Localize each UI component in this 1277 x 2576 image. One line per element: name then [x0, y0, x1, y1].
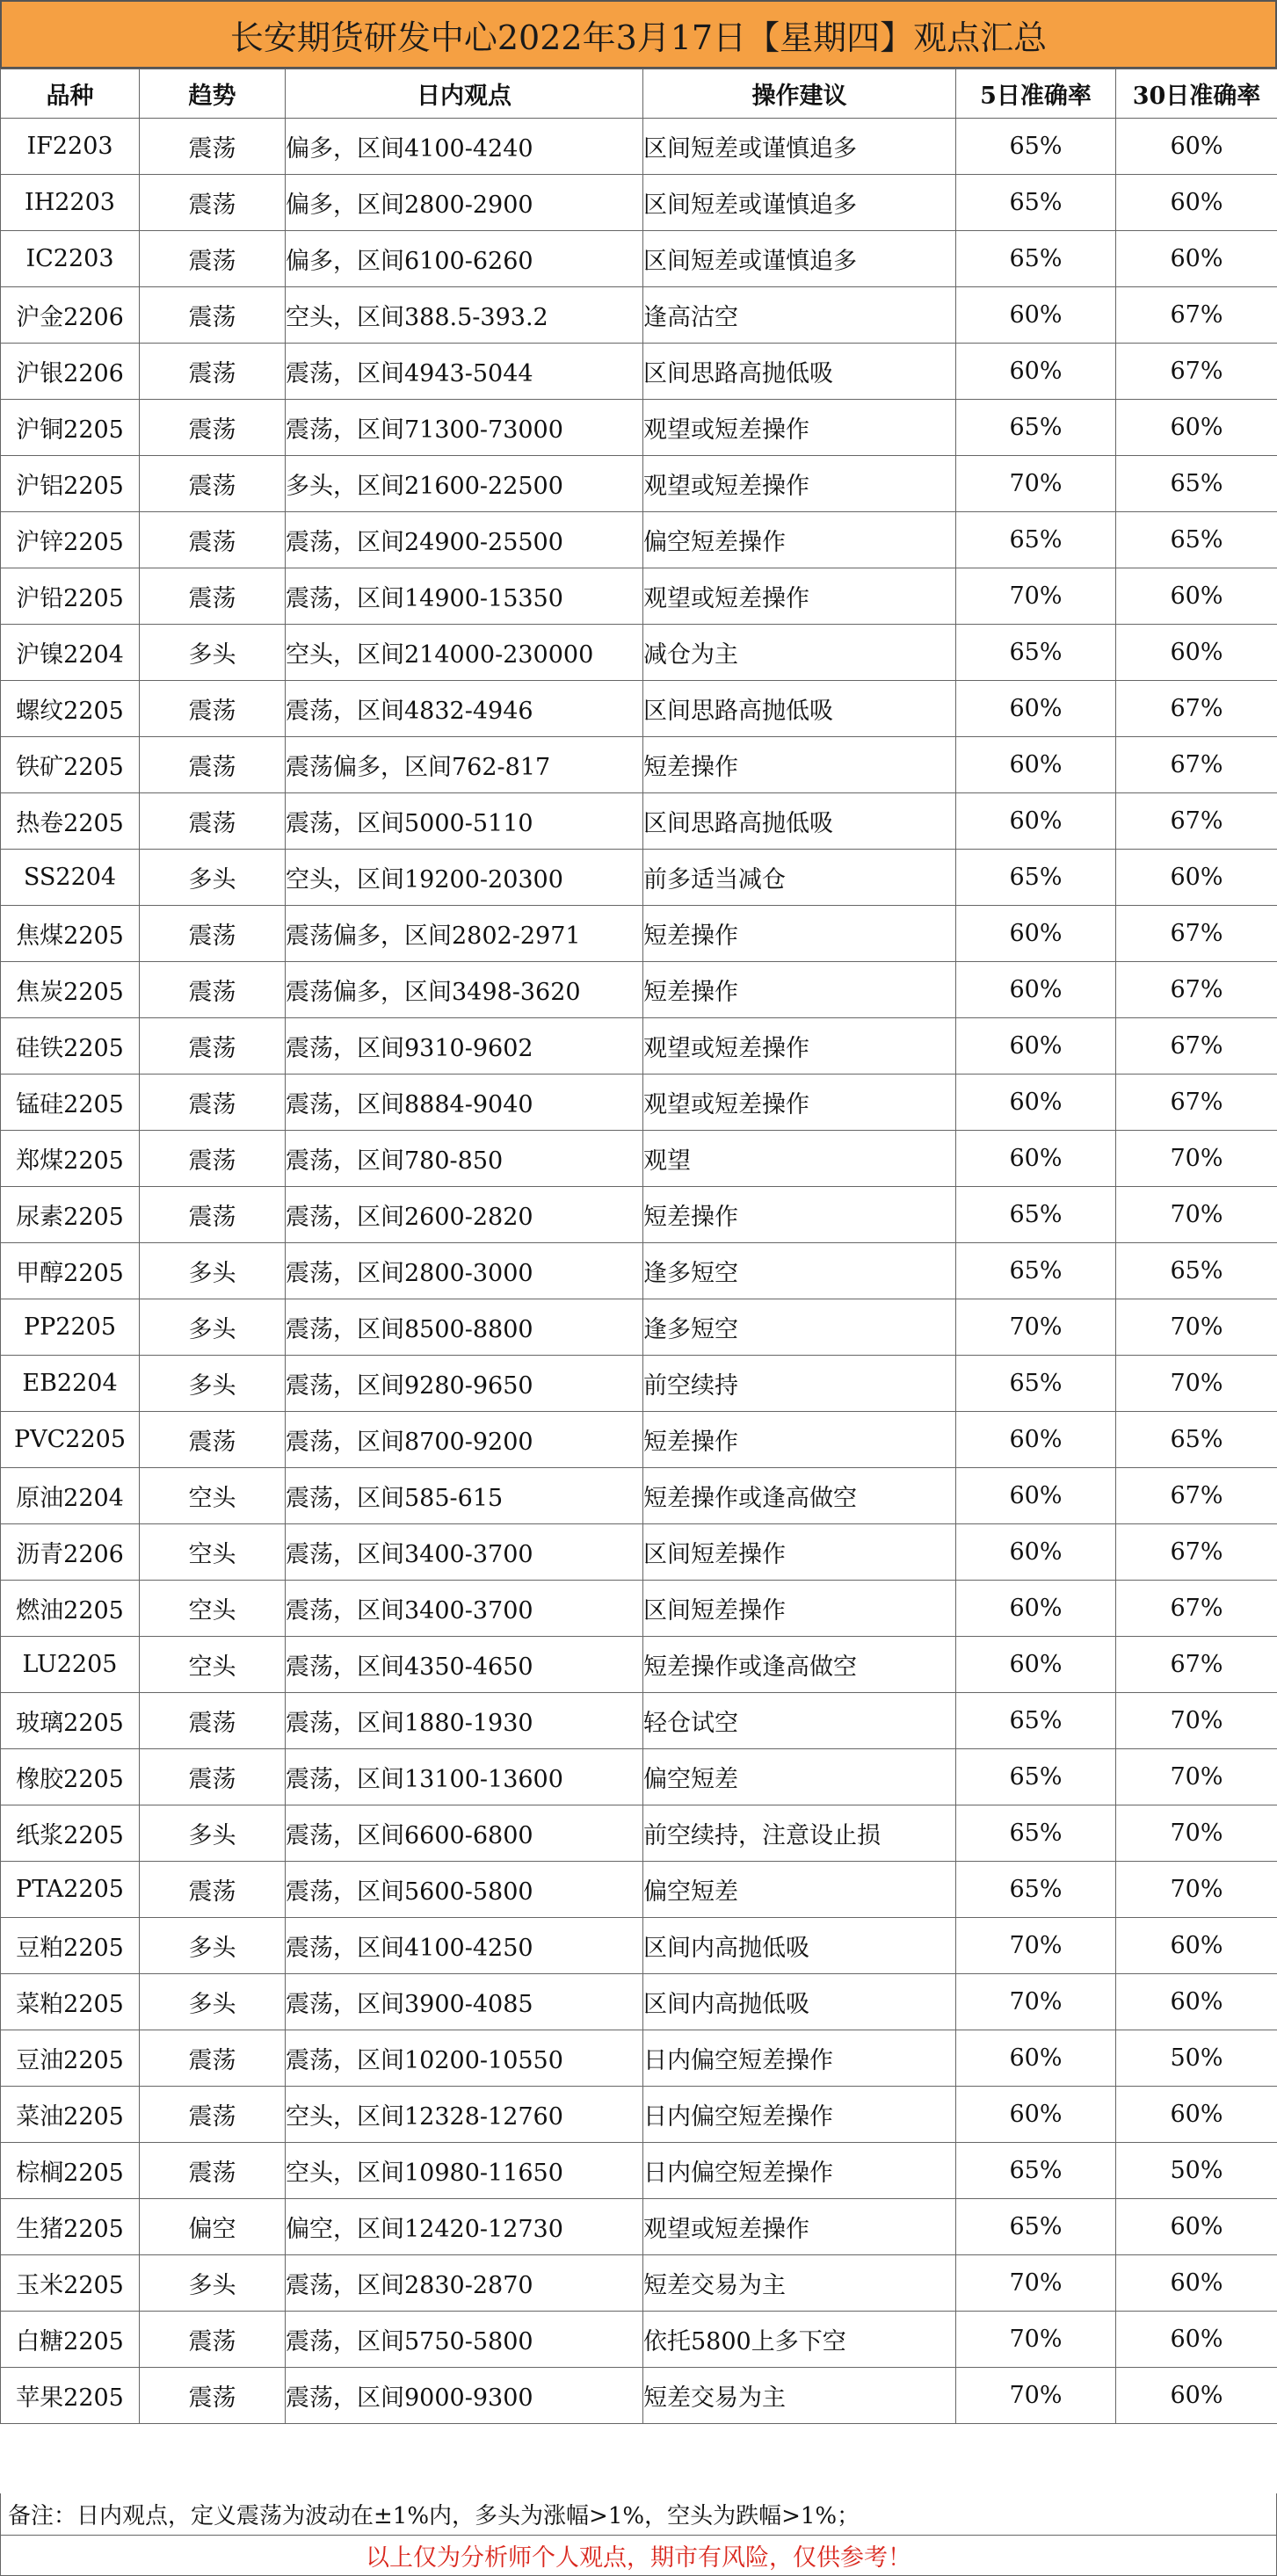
cell-acc5: 65%	[956, 1187, 1116, 1243]
cell-name: IC2203	[1, 231, 140, 287]
cell-advice: 观望或短差操作	[643, 1018, 956, 1075]
cell-acc5: 70%	[956, 1974, 1116, 2030]
cell-name: 焦煤2205	[1, 906, 140, 962]
cell-acc30: 67%	[1116, 962, 1277, 1018]
cell-name: 尿素2205	[1, 1187, 140, 1243]
cell-acc30: 60%	[1116, 1974, 1277, 2030]
cell-trend: 震荡	[140, 1412, 286, 1468]
cell-acc5: 60%	[956, 737, 1116, 793]
table-row	[1, 2199, 1277, 2255]
disclaimer: 以上仅为分析师个人观点，期市有风险，仅供参考！	[0, 2536, 1277, 2576]
cell-view: 多头，区间21600-22500	[286, 456, 643, 512]
cell-trend: 多头	[140, 850, 286, 906]
cell-acc30: 67%	[1116, 1637, 1277, 1693]
cell-acc5: 65%	[956, 1805, 1116, 1862]
table-row	[1, 400, 1277, 456]
table-row	[1, 737, 1277, 793]
cell-advice: 区间短差或谨慎追多	[643, 231, 956, 287]
cell-view: 震荡，区间14900-15350	[286, 568, 643, 625]
cell-trend: 震荡	[140, 119, 286, 175]
cell-acc5: 70%	[956, 456, 1116, 512]
table-row	[1, 1581, 1277, 1637]
cell-name: 沪铝2205	[1, 456, 140, 512]
header-acc5: 5日准确率	[956, 69, 1116, 119]
cell-name: 沪锌2205	[1, 512, 140, 568]
cell-acc30: 70%	[1116, 1805, 1277, 1862]
cell-acc5: 60%	[956, 287, 1116, 344]
cell-advice: 观望	[643, 1131, 956, 1187]
cell-trend: 震荡	[140, 1018, 286, 1075]
cell-name: 沪铅2205	[1, 568, 140, 625]
table-row	[1, 906, 1277, 962]
cell-advice: 短差操作	[643, 737, 956, 793]
cell-acc5: 60%	[956, 344, 1116, 400]
cell-trend: 震荡	[140, 681, 286, 737]
cell-name: 白糖2205	[1, 2312, 140, 2368]
cell-trend: 震荡	[140, 2087, 286, 2143]
cell-acc30: 60%	[1116, 119, 1277, 175]
cell-acc30: 67%	[1116, 1018, 1277, 1075]
cell-acc5: 65%	[956, 625, 1116, 681]
table-row	[1, 2087, 1277, 2143]
cell-acc5: 70%	[956, 1918, 1116, 1974]
cell-advice: 区间短差操作	[643, 1524, 956, 1581]
cell-advice: 区间思路高抛低吸	[643, 681, 956, 737]
cell-view: 震荡，区间8884-9040	[286, 1075, 643, 1131]
cell-view: 震荡偏多，区间762-817	[286, 737, 643, 793]
cell-advice: 观望或短差操作	[643, 456, 956, 512]
cell-advice: 观望或短差操作	[643, 2199, 956, 2255]
cell-view: 震荡，区间24900-25500	[286, 512, 643, 568]
cell-trend: 空头	[140, 1524, 286, 1581]
cell-view: 震荡，区间780-850	[286, 1131, 643, 1187]
cell-trend: 震荡	[140, 568, 286, 625]
header-view: 日内观点	[286, 69, 643, 119]
cell-advice: 偏空短差	[643, 1749, 956, 1805]
cell-view: 震荡，区间2800-3000	[286, 1243, 643, 1299]
table-row	[1, 1018, 1277, 1075]
cell-view: 震荡，区间5000-5110	[286, 793, 643, 850]
cell-acc5: 65%	[956, 1243, 1116, 1299]
cell-acc30: 60%	[1116, 850, 1277, 906]
cell-acc30: 70%	[1116, 1131, 1277, 1187]
cell-advice: 区间思路高抛低吸	[643, 793, 956, 850]
cell-advice: 逢多短空	[643, 1299, 956, 1356]
cell-trend: 多头	[140, 1805, 286, 1862]
header-acc30: 30日准确率	[1116, 69, 1277, 119]
cell-view: 偏空，区间12420-12730	[286, 2199, 643, 2255]
cell-acc30: 65%	[1116, 1243, 1277, 1299]
cell-trend: 震荡	[140, 175, 286, 231]
cell-view: 震荡，区间4350-4650	[286, 1637, 643, 1693]
footnote: 备注：日内观点，定义震荡为波动在±1%内，多头为涨幅>1%，空头为跌幅>1%；	[0, 2493, 1277, 2536]
cell-acc5: 70%	[956, 1299, 1116, 1356]
table-row	[1, 2255, 1277, 2312]
cell-trend: 空头	[140, 1468, 286, 1524]
cell-acc5: 60%	[956, 1524, 1116, 1581]
table-row	[1, 1805, 1277, 1862]
page-title: 长安期货研发中心2022年3月17日【星期四】观点汇总	[0, 0, 1277, 69]
table-row	[1, 568, 1277, 625]
cell-view: 空头，区间10980-11650	[286, 2143, 643, 2199]
cell-name: 豆粕2205	[1, 1918, 140, 1974]
table-row	[1, 2312, 1277, 2368]
cell-view: 空头，区间214000-230000	[286, 625, 643, 681]
cell-view: 空头，区间388.5-393.2	[286, 287, 643, 344]
cell-name: 菜油2205	[1, 2087, 140, 2143]
cell-advice: 区间内高抛低吸	[643, 1918, 956, 1974]
cell-advice: 逢高沽空	[643, 287, 956, 344]
cell-acc5: 70%	[956, 2312, 1116, 2368]
table-row	[1, 962, 1277, 1018]
cell-view: 震荡，区间9310-9602	[286, 1018, 643, 1075]
cell-trend: 震荡	[140, 1693, 286, 1749]
table-row	[1, 456, 1277, 512]
cell-name: 沥青2206	[1, 1524, 140, 1581]
cell-trend: 震荡	[140, 2368, 286, 2424]
cell-acc30: 67%	[1116, 1468, 1277, 1524]
cell-view: 震荡，区间2830-2870	[286, 2255, 643, 2312]
cell-view: 空头，区间19200-20300	[286, 850, 643, 906]
cell-acc5: 60%	[956, 1018, 1116, 1075]
cell-name: LU2205	[1, 1637, 140, 1693]
cell-advice: 区间内高抛低吸	[643, 1974, 956, 2030]
cell-advice: 偏空短差操作	[643, 512, 956, 568]
cell-acc30: 70%	[1116, 1862, 1277, 1918]
cell-view: 震荡偏多，区间2802-2971	[286, 906, 643, 962]
cell-trend: 震荡	[140, 344, 286, 400]
cell-acc30: 67%	[1116, 681, 1277, 737]
cell-trend: 震荡	[140, 231, 286, 287]
table-row	[1, 1131, 1277, 1187]
cell-name: 硅铁2205	[1, 1018, 140, 1075]
cell-view: 偏多，区间4100-4240	[286, 119, 643, 175]
cell-acc5: 65%	[956, 1862, 1116, 1918]
cell-advice: 短差交易为主	[643, 2255, 956, 2312]
table-row	[1, 1356, 1277, 1412]
table-row	[1, 2368, 1277, 2424]
cell-view: 震荡，区间2600-2820	[286, 1187, 643, 1243]
cell-name: 橡胶2205	[1, 1749, 140, 1805]
cell-name: 玉米2205	[1, 2255, 140, 2312]
cell-name: 玻璃2205	[1, 1693, 140, 1749]
cell-acc30: 70%	[1116, 1299, 1277, 1356]
cell-acc30: 67%	[1116, 793, 1277, 850]
cell-name: 燃油2205	[1, 1581, 140, 1637]
cell-trend: 震荡	[140, 737, 286, 793]
table-row	[1, 1918, 1277, 1974]
cell-acc30: 65%	[1116, 1412, 1277, 1468]
cell-trend: 偏空	[140, 2199, 286, 2255]
cell-advice: 短差交易为主	[643, 2368, 956, 2424]
cell-advice: 前空续持，注意设止损	[643, 1805, 956, 1862]
cell-view: 震荡，区间8700-9200	[286, 1412, 643, 1468]
cell-acc5: 65%	[956, 175, 1116, 231]
cell-acc30: 67%	[1116, 737, 1277, 793]
cell-advice: 区间思路高抛低吸	[643, 344, 956, 400]
table-row	[1, 850, 1277, 906]
cell-view: 震荡，区间585-615	[286, 1468, 643, 1524]
cell-trend: 震荡	[140, 456, 286, 512]
cell-acc5: 65%	[956, 231, 1116, 287]
cell-acc5: 60%	[956, 1075, 1116, 1131]
cell-acc30: 60%	[1116, 231, 1277, 287]
cell-acc30: 67%	[1116, 906, 1277, 962]
views-table	[0, 69, 1277, 2424]
cell-name: PP2205	[1, 1299, 140, 1356]
cell-advice: 减仓为主	[643, 625, 956, 681]
cell-acc30: 60%	[1116, 1918, 1277, 1974]
cell-view: 震荡，区间9280-9650	[286, 1356, 643, 1412]
table-header-row	[1, 69, 1277, 119]
cell-advice: 短差操作	[643, 1187, 956, 1243]
cell-name: 纸浆2205	[1, 1805, 140, 1862]
cell-advice: 短差操作	[643, 962, 956, 1018]
cell-view: 震荡，区间4832-4946	[286, 681, 643, 737]
cell-acc5: 60%	[956, 681, 1116, 737]
cell-acc30: 65%	[1116, 512, 1277, 568]
table-row	[1, 175, 1277, 231]
cell-trend: 多头	[140, 625, 286, 681]
cell-acc30: 60%	[1116, 2312, 1277, 2368]
table-row	[1, 625, 1277, 681]
cell-advice: 短差操作或逢高做空	[643, 1468, 956, 1524]
cell-acc5: 70%	[956, 568, 1116, 625]
cell-advice: 短差操作或逢高做空	[643, 1637, 956, 1693]
cell-acc5: 65%	[956, 850, 1116, 906]
cell-name: 棕榈2205	[1, 2143, 140, 2199]
cell-view: 震荡，区间3400-3700	[286, 1581, 643, 1637]
cell-trend: 震荡	[140, 906, 286, 962]
cell-acc30: 65%	[1116, 456, 1277, 512]
cell-name: 沪金2206	[1, 287, 140, 344]
cell-name: 铁矿2205	[1, 737, 140, 793]
cell-trend: 震荡	[140, 1749, 286, 1805]
cell-trend: 震荡	[140, 1075, 286, 1131]
cell-trend: 震荡	[140, 2143, 286, 2199]
cell-acc5: 65%	[956, 512, 1116, 568]
cell-acc30: 60%	[1116, 2199, 1277, 2255]
cell-acc30: 67%	[1116, 1075, 1277, 1131]
cell-name: 豆油2205	[1, 2030, 140, 2087]
cell-acc5: 65%	[956, 1749, 1116, 1805]
cell-acc5: 65%	[956, 2143, 1116, 2199]
cell-name: 苹果2205	[1, 2368, 140, 2424]
cell-trend: 震荡	[140, 512, 286, 568]
table-row	[1, 1412, 1277, 1468]
cell-name: SS2204	[1, 850, 140, 906]
cell-acc5: 70%	[956, 2368, 1116, 2424]
cell-view: 偏多，区间2800-2900	[286, 175, 643, 231]
cell-view: 震荡，区间1880-1930	[286, 1693, 643, 1749]
cell-view: 震荡，区间4100-4250	[286, 1918, 643, 1974]
cell-acc5: 60%	[956, 1412, 1116, 1468]
cell-view: 震荡，区间5600-5800	[286, 1862, 643, 1918]
table-row	[1, 1862, 1277, 1918]
header-name: 品种	[1, 69, 140, 119]
table-row	[1, 119, 1277, 175]
cell-view: 震荡，区间6600-6800	[286, 1805, 643, 1862]
table-row	[1, 2030, 1277, 2087]
cell-name: 沪铜2205	[1, 400, 140, 456]
cell-trend: 震荡	[140, 400, 286, 456]
cell-view: 震荡，区间9000-9300	[286, 2368, 643, 2424]
cell-trend: 震荡	[140, 2312, 286, 2368]
cell-view: 震荡，区间10200-10550	[286, 2030, 643, 2087]
cell-acc5: 65%	[956, 1356, 1116, 1412]
cell-name: 菜粕2205	[1, 1974, 140, 2030]
cell-name: 甲醇2205	[1, 1243, 140, 1299]
table-row	[1, 512, 1277, 568]
cell-name: 生猪2205	[1, 2199, 140, 2255]
cell-view: 震荡，区间13100-13600	[286, 1749, 643, 1805]
table-row	[1, 681, 1277, 737]
cell-name: 沪镍2204	[1, 625, 140, 681]
cell-trend: 震荡	[140, 1187, 286, 1243]
cell-advice: 日内偏空短差操作	[643, 2087, 956, 2143]
cell-advice: 区间短差或谨慎追多	[643, 175, 956, 231]
cell-name: 郑煤2205	[1, 1131, 140, 1187]
cell-trend: 震荡	[140, 287, 286, 344]
cell-advice: 短差操作	[643, 1412, 956, 1468]
cell-trend: 震荡	[140, 1131, 286, 1187]
cell-trend: 震荡	[140, 793, 286, 850]
cell-view: 偏多，区间6100-6260	[286, 231, 643, 287]
cell-acc30: 50%	[1116, 2143, 1277, 2199]
cell-name: 螺纹2205	[1, 681, 140, 737]
table-row	[1, 231, 1277, 287]
cell-advice: 区间短差操作	[643, 1581, 956, 1637]
cell-advice: 轻仓试空	[643, 1693, 956, 1749]
cell-acc30: 70%	[1116, 1749, 1277, 1805]
cell-view: 震荡偏多，区间3498-3620	[286, 962, 643, 1018]
cell-acc30: 60%	[1116, 175, 1277, 231]
cell-acc5: 65%	[956, 119, 1116, 175]
cell-acc30: 60%	[1116, 2087, 1277, 2143]
cell-acc5: 60%	[956, 1468, 1116, 1524]
cell-trend: 多头	[140, 1918, 286, 1974]
cell-name: 原油2204	[1, 1468, 140, 1524]
table-row	[1, 1693, 1277, 1749]
cell-acc5: 60%	[956, 1637, 1116, 1693]
cell-name: EB2204	[1, 1356, 140, 1412]
cell-trend: 多头	[140, 2255, 286, 2312]
cell-acc30: 60%	[1116, 568, 1277, 625]
cell-view: 震荡，区间8500-8800	[286, 1299, 643, 1356]
cell-acc30: 50%	[1116, 2030, 1277, 2087]
table-row	[1, 1299, 1277, 1356]
cell-trend: 震荡	[140, 2030, 286, 2087]
cell-acc30: 70%	[1116, 1693, 1277, 1749]
cell-trend: 多头	[140, 1243, 286, 1299]
cell-trend: 多头	[140, 1356, 286, 1412]
cell-acc30: 67%	[1116, 1524, 1277, 1581]
cell-trend: 空头	[140, 1637, 286, 1693]
cell-advice: 前空续持	[643, 1356, 956, 1412]
table-row	[1, 1974, 1277, 2030]
table-body	[1, 119, 1277, 2424]
cell-acc30: 70%	[1116, 1356, 1277, 1412]
cell-acc5: 60%	[956, 2087, 1116, 2143]
cell-acc5: 65%	[956, 2199, 1116, 2255]
cell-acc30: 67%	[1116, 1581, 1277, 1637]
cell-name: PVC2205	[1, 1412, 140, 1468]
cell-advice: 前多适当减仓	[643, 850, 956, 906]
cell-name: 锰硅2205	[1, 1075, 140, 1131]
cell-acc5: 60%	[956, 1581, 1116, 1637]
cell-acc30: 70%	[1116, 1187, 1277, 1243]
cell-name: PTA2205	[1, 1862, 140, 1918]
cell-trend: 震荡	[140, 1862, 286, 1918]
cell-acc30: 60%	[1116, 2255, 1277, 2312]
cell-acc30: 60%	[1116, 2368, 1277, 2424]
cell-advice: 偏空短差	[643, 1862, 956, 1918]
table-row	[1, 1637, 1277, 1693]
table-row	[1, 344, 1277, 400]
table-row	[1, 793, 1277, 850]
cell-view: 空头，区间12328-12760	[286, 2087, 643, 2143]
table-row	[1, 1187, 1277, 1243]
table-row	[1, 1075, 1277, 1131]
cell-acc5: 60%	[956, 1131, 1116, 1187]
cell-trend: 空头	[140, 1581, 286, 1637]
cell-name: IF2203	[1, 119, 140, 175]
cell-acc5: 65%	[956, 400, 1116, 456]
table-row	[1, 287, 1277, 344]
cell-acc30: 67%	[1116, 344, 1277, 400]
header-trend: 趋势	[140, 69, 286, 119]
cell-acc5: 60%	[956, 962, 1116, 1018]
cell-view: 震荡，区间4943-5044	[286, 344, 643, 400]
cell-acc30: 67%	[1116, 287, 1277, 344]
cell-advice: 区间短差或谨慎追多	[643, 119, 956, 175]
cell-trend: 多头	[140, 1974, 286, 2030]
cell-view: 震荡，区间3400-3700	[286, 1524, 643, 1581]
cell-advice: 短差操作	[643, 906, 956, 962]
cell-view: 震荡，区间5750-5800	[286, 2312, 643, 2368]
cell-advice: 逢多短空	[643, 1243, 956, 1299]
cell-advice: 日内偏空短差操作	[643, 2030, 956, 2087]
cell-advice: 依托5800上多下空	[643, 2312, 956, 2368]
cell-trend: 震荡	[140, 962, 286, 1018]
table-row	[1, 1749, 1277, 1805]
cell-acc5: 60%	[956, 906, 1116, 962]
cell-acc5: 65%	[956, 1693, 1116, 1749]
cell-acc30: 60%	[1116, 625, 1277, 681]
cell-advice: 观望或短差操作	[643, 568, 956, 625]
cell-view: 震荡，区间3900-4085	[286, 1974, 643, 2030]
header-advice: 操作建议	[643, 69, 956, 119]
cell-name: 沪银2206	[1, 344, 140, 400]
table-row	[1, 1243, 1277, 1299]
table-row	[1, 1468, 1277, 1524]
table-row	[1, 2143, 1277, 2199]
cell-name: IH2203	[1, 175, 140, 231]
cell-acc30: 60%	[1116, 400, 1277, 456]
cell-acc5: 70%	[956, 2255, 1116, 2312]
cell-name: 热卷2205	[1, 793, 140, 850]
cell-name: 焦炭2205	[1, 962, 140, 1018]
cell-advice: 观望或短差操作	[643, 1075, 956, 1131]
table-row	[1, 1524, 1277, 1581]
cell-view: 震荡，区间71300-73000	[286, 400, 643, 456]
cell-advice: 日内偏空短差操作	[643, 2143, 956, 2199]
cell-acc5: 60%	[956, 793, 1116, 850]
cell-advice: 观望或短差操作	[643, 400, 956, 456]
cell-trend: 多头	[140, 1299, 286, 1356]
cell-acc5: 60%	[956, 2030, 1116, 2087]
